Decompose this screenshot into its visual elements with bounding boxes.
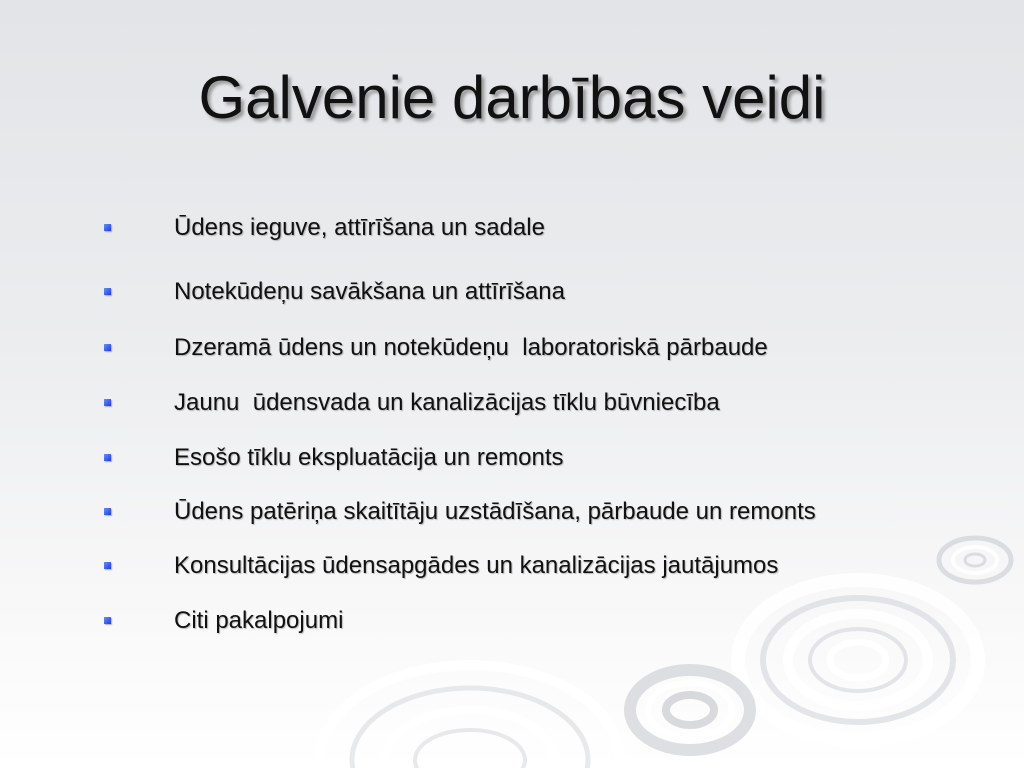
bullet-text: Jaunu ūdensvada un kanalizācijas tīklu būvniecība bbox=[174, 389, 720, 416]
bullet-text: Konsultācijas ūdensapgādes un kanalizācijas jautājumos bbox=[174, 552, 779, 579]
list-item bbox=[104, 604, 984, 640]
square-bullet-icon bbox=[104, 617, 111, 624]
list-item bbox=[104, 331, 984, 367]
bullet-text: Notekūdeņu savākšana un attīrīšana bbox=[174, 278, 565, 305]
square-bullet-icon bbox=[104, 562, 111, 569]
square-bullet-icon bbox=[104, 399, 111, 406]
slide-title: Galvenie darbības veidi bbox=[198, 64, 826, 131]
square-bullet-icon bbox=[104, 344, 111, 351]
list-item bbox=[104, 441, 984, 477]
square-bullet-icon bbox=[104, 224, 111, 231]
bullet-text: Citi pakalpojumi bbox=[174, 607, 344, 634]
bullet-text: Dzeramā ūdens un notekūdeņu laboratoriskā pārbaude bbox=[174, 334, 768, 361]
list-item bbox=[104, 386, 984, 422]
square-bullet-icon bbox=[104, 454, 111, 461]
list-item bbox=[104, 275, 984, 311]
bullet-text: Esošo tīklu ekspluatācija un remonts bbox=[174, 444, 564, 471]
square-bullet-icon bbox=[104, 508, 111, 515]
list-item bbox=[104, 495, 984, 531]
list-item bbox=[104, 211, 984, 247]
list-item bbox=[104, 549, 984, 585]
bullet-text: Ūdens ieguve, attīrīšana un sadale bbox=[174, 214, 545, 241]
square-bullet-icon bbox=[104, 288, 111, 295]
bullet-text: Ūdens patēriņa skaitītāju uzstādīšana, pārbaude un remonts bbox=[174, 498, 816, 525]
